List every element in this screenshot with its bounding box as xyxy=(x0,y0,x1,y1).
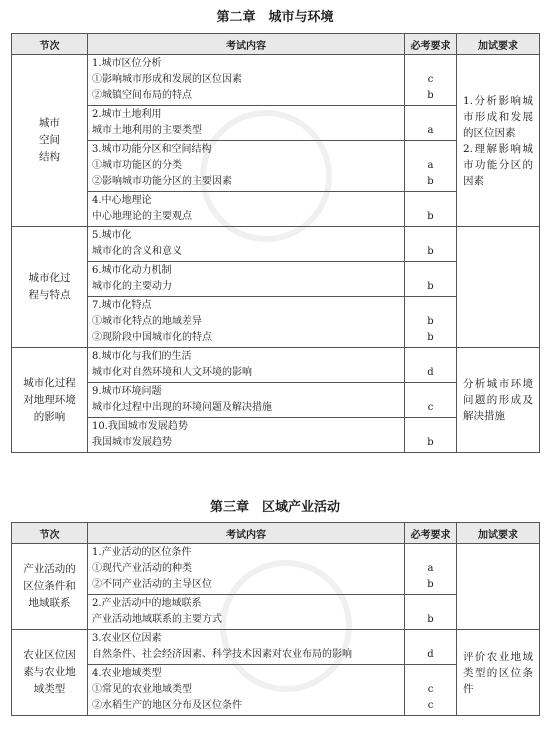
topic-title: 8.城市化与我们的生活 xyxy=(92,351,192,362)
required-level xyxy=(405,298,456,314)
section-name-line: 城市化过程 xyxy=(23,376,76,389)
section-name-cell xyxy=(12,227,88,348)
required-level: b xyxy=(427,176,434,187)
section-name-cell xyxy=(12,348,88,453)
extra-requirement-cell xyxy=(457,630,540,716)
required-level-cell xyxy=(405,383,457,418)
required-level: b xyxy=(427,281,434,292)
topic-title: 1.城市区位分析 xyxy=(92,58,162,69)
topic-item: ②影响城市功能分区的主要因素 xyxy=(92,176,232,187)
required-level xyxy=(405,107,456,123)
extra-requirement: 2.理解影响城市功能分区的因素 xyxy=(463,142,533,187)
required-level: b xyxy=(427,437,434,448)
required-level-cell xyxy=(405,595,457,630)
section-name-line: 城市 xyxy=(39,117,60,129)
extra-requirement: 1.分析影响城市形成和发展的区位因素 xyxy=(463,94,533,139)
topic-item: 自然条件、社会经济因素、科学技术因素对农业布局的影响 xyxy=(92,649,352,660)
header-required: 必考要求 xyxy=(405,34,457,55)
required-level: a xyxy=(427,160,434,171)
required-level-cell xyxy=(405,262,457,297)
topic-item: 城市土地利用的主要类型 xyxy=(92,125,202,136)
required-level xyxy=(405,349,456,365)
section-name-line: 素与农业地 xyxy=(23,666,76,678)
topic-content-cell xyxy=(88,141,405,192)
required-level-cell xyxy=(405,665,457,716)
required-level xyxy=(405,666,456,682)
table-row xyxy=(12,630,540,665)
topic-item: 城市化的含义和意义 xyxy=(92,246,182,257)
section-name-cell xyxy=(12,55,88,227)
section-name-line: 区位条件和 xyxy=(23,580,76,592)
section-name-line: 的影响 xyxy=(33,410,66,423)
topic-item: ①现代产业活动的种类 xyxy=(92,563,192,574)
required-level: c xyxy=(427,402,434,413)
required-level: b xyxy=(427,246,434,257)
topic-title: 3.城市功能分区和空间结构 xyxy=(92,144,212,155)
topic-item: ②现阶段中国城市化的特点 xyxy=(92,332,212,343)
section-name-line: 地域联系 xyxy=(28,597,71,609)
topic-item: ②城镇空间布局的特点 xyxy=(92,90,192,101)
required-level xyxy=(405,596,456,612)
table-row xyxy=(12,348,540,383)
topic-item: 我国城市发展趋势 xyxy=(92,437,172,448)
extra-requirement: 分析城市环境问题的形成及解决措施 xyxy=(463,378,533,422)
topic-content-cell xyxy=(88,348,405,383)
section-name-cell xyxy=(12,544,88,630)
topic-title: 6.城市化动力机制 xyxy=(92,265,172,276)
required-level: b xyxy=(427,316,434,327)
topic-content-cell xyxy=(88,595,405,630)
required-level: b xyxy=(427,332,434,343)
topic-content-cell xyxy=(88,544,405,595)
required-level-cell xyxy=(405,418,457,453)
topic-item: ①常见的农业地域类型 xyxy=(92,684,192,695)
required-level-cell xyxy=(405,55,457,106)
header-content: 考试内容 xyxy=(88,34,405,55)
topic-content-cell xyxy=(88,297,405,348)
topic-item: ②水稻生产的地区分布及区位条件 xyxy=(92,700,242,711)
section-name-line: 对地理环境 xyxy=(23,393,76,406)
extra-requirement-cell xyxy=(457,348,540,453)
extra-requirement-cell xyxy=(457,544,540,630)
extra-requirement-cell xyxy=(457,227,540,348)
required-level-cell xyxy=(405,297,457,348)
table-header-row xyxy=(12,523,540,544)
required-level-cell xyxy=(405,544,457,595)
section-name-line: 空间 xyxy=(39,134,60,146)
topic-item: ①影响城市形成和发展的区位因素 xyxy=(92,74,242,85)
required-level xyxy=(405,419,456,435)
topic-content-cell xyxy=(88,192,405,227)
topic-content-cell xyxy=(88,630,405,665)
required-level: b xyxy=(427,211,434,222)
table-row xyxy=(12,55,540,106)
section-name-line: 域类型 xyxy=(33,683,66,695)
required-level-cell xyxy=(405,348,457,383)
header-content: 考试内容 xyxy=(88,523,405,544)
topic-title: 9.城市环境问题 xyxy=(92,386,162,397)
required-level-cell xyxy=(405,141,457,192)
topic-title: 4.中心地理论 xyxy=(92,195,152,206)
topic-content-cell xyxy=(88,665,405,716)
table-row xyxy=(12,544,540,595)
chapter2-table xyxy=(11,33,540,453)
topic-content-cell xyxy=(88,106,405,141)
topic-title: 10.我国城市发展趋势 xyxy=(92,421,188,432)
topic-item: ①城市化特点的地域差异 xyxy=(92,316,202,327)
extra-requirement: 评价农业地域类型的区位条件 xyxy=(463,650,533,695)
required-level-cell xyxy=(405,192,457,227)
topic-title: 4.农业地域类型 xyxy=(92,668,162,679)
section-name-line: 产业活动的 xyxy=(23,563,76,575)
table-row xyxy=(12,227,540,262)
required-level xyxy=(405,228,456,244)
required-level xyxy=(405,193,456,209)
required-level: b xyxy=(427,90,434,101)
topic-item: 城市化过程中出现的环境问题及解决措施 xyxy=(92,402,272,413)
required-level-cell xyxy=(405,227,457,262)
topic-content-cell xyxy=(88,55,405,106)
header-required: 必考要求 xyxy=(405,523,457,544)
topic-content-cell xyxy=(88,383,405,418)
required-level: d xyxy=(427,649,434,660)
header-extra: 加试要求 xyxy=(457,34,540,55)
required-level: a xyxy=(427,125,434,136)
topic-item: ②不同产业活动的主导区位 xyxy=(92,579,212,590)
topic-content-cell xyxy=(88,227,405,262)
topic-content-cell xyxy=(88,262,405,297)
topic-item: 城市化对自然环境和人文环境的影响 xyxy=(92,367,252,378)
required-level-cell xyxy=(405,630,457,665)
topic-title: 3.农业区位因素 xyxy=(92,633,162,644)
topic-content-cell xyxy=(88,418,405,453)
topic-title: 2.产业活动中的地域联系 xyxy=(92,598,202,609)
required-level xyxy=(405,263,456,279)
section-name-line: 城市化过 xyxy=(28,272,71,284)
chapter3-table xyxy=(11,522,540,716)
required-level: a xyxy=(427,563,434,574)
topic-title: 5.城市化 xyxy=(92,230,132,241)
section-name-line: 程与特点 xyxy=(28,289,71,301)
required-level: b xyxy=(427,579,434,590)
topic-title: 2.城市土地利用 xyxy=(92,109,162,120)
required-level: c xyxy=(427,74,434,85)
required-level xyxy=(405,384,456,400)
required-level xyxy=(405,631,456,647)
topic-title: 7.城市化特点 xyxy=(92,300,152,311)
table-header-row xyxy=(12,34,540,55)
section-name-line: 农业区位因 xyxy=(23,649,76,661)
topic-item: ①城市功能区的分类 xyxy=(92,160,182,171)
required-level: c xyxy=(427,700,434,711)
required-level: b xyxy=(427,614,434,625)
section-name-line: 结构 xyxy=(39,151,60,163)
required-level xyxy=(405,142,456,158)
chapter2-title: 第二章 城市与环境 xyxy=(216,10,334,25)
topic-item: 城市化的主要动力 xyxy=(92,281,172,292)
required-level xyxy=(405,545,456,561)
required-level: c xyxy=(427,684,434,695)
required-level-cell xyxy=(405,106,457,141)
header-section: 节次 xyxy=(12,523,88,544)
required-level: d xyxy=(427,367,434,378)
topic-item: 中心地理论的主要观点 xyxy=(92,211,192,222)
chapter3-title: 第三章 区域产业活动 xyxy=(209,500,340,515)
topic-title: 1.产业活动的区位条件 xyxy=(92,547,192,558)
section-name-cell xyxy=(12,630,88,716)
header-extra: 加试要求 xyxy=(457,523,540,544)
extra-requirement-cell xyxy=(457,55,540,227)
required-level xyxy=(405,56,456,72)
topic-item: 产业活动地域联系的主要方式 xyxy=(92,614,222,625)
header-section: 节次 xyxy=(12,34,88,55)
